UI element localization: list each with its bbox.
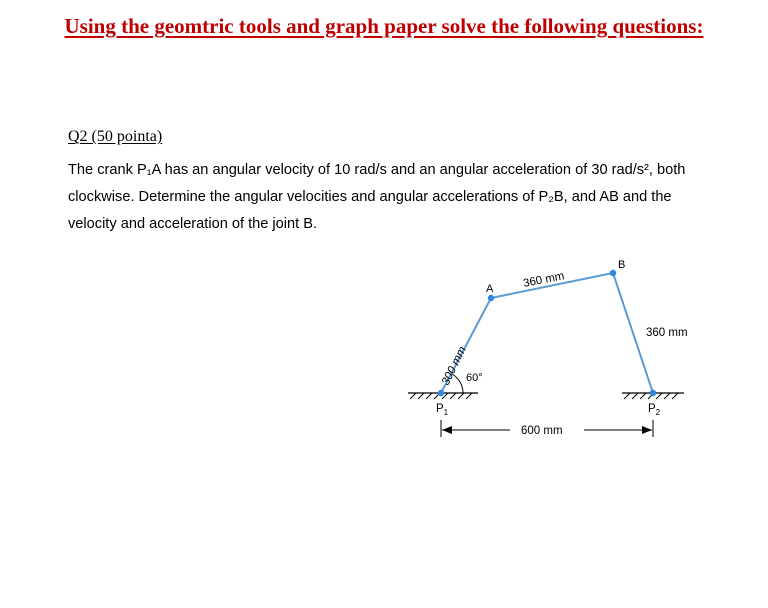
label-rocker-length: 360 mm <box>646 327 688 339</box>
joint-b <box>610 270 616 276</box>
question-heading: Q2 (50 pointa) <box>68 128 163 145</box>
label-crank-length: 300 mm <box>439 344 469 388</box>
joint-a <box>488 295 494 301</box>
joint-p1 <box>438 390 444 396</box>
label-angle: 60° <box>466 372 483 384</box>
label-p2: $P_2$ <box>648 403 661 417</box>
joint-p2 <box>650 390 656 396</box>
question-line: velocity and acceleration of the joint B. <box>68 216 318 232</box>
label-ground-length: 600 mm <box>521 425 563 437</box>
label-b: B <box>618 259 626 271</box>
question-line: The crank P₁A has an angular velocity of 10 rad/s and an angular acceleration of 30 rad/s², both <box>68 162 686 178</box>
label-p1: $P_1$ <box>436 403 449 417</box>
label-a: A <box>486 283 494 295</box>
question-line: clockwise. Determine the angular velocities and angular accelerations of P₂B, and AB and the <box>68 189 672 205</box>
page-title: Using the geomtric tools and graph paper solve the following questions: <box>64 14 704 38</box>
label-coupler-length: 360 mm <box>522 270 566 290</box>
